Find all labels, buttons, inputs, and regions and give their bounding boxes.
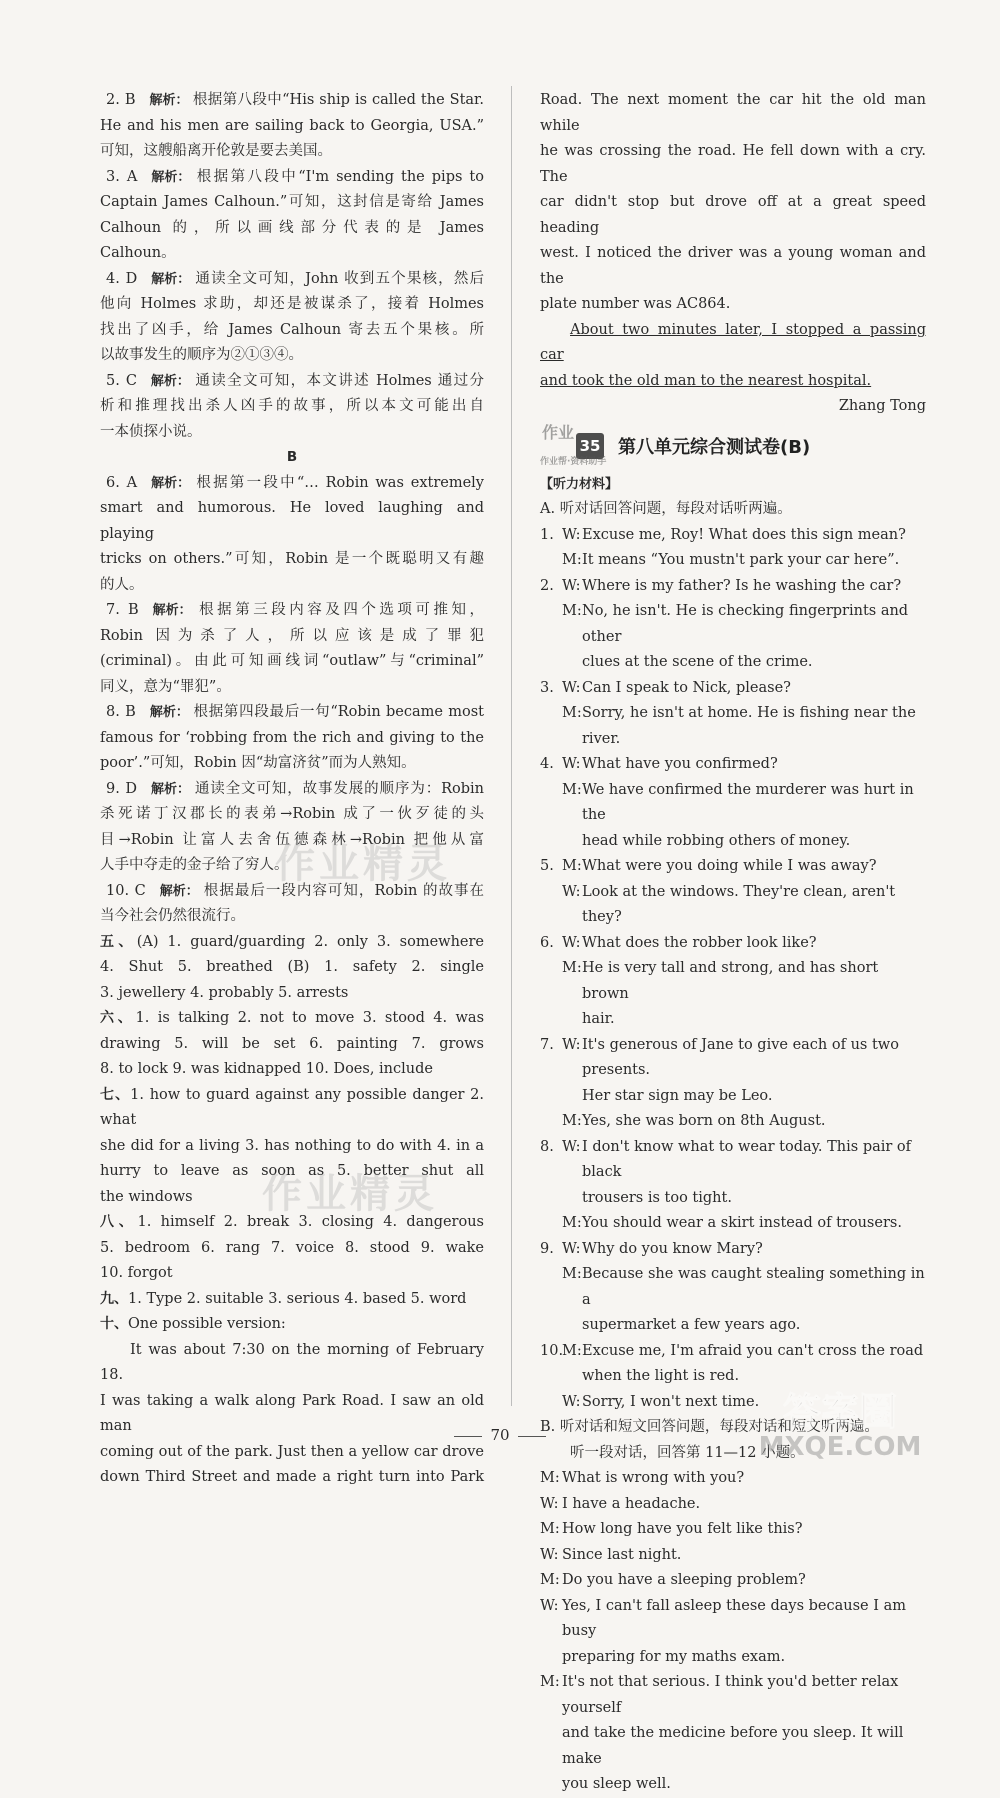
answer-line: Robin 因为杀了人，所以应该是成了罪犯 xyxy=(100,627,484,644)
dialogue-number: 9. xyxy=(540,1240,554,1257)
answer-number: 6. A xyxy=(106,474,138,491)
answer-number: 3. A xyxy=(106,168,138,185)
answer-text: 根据最后一段内容可知，Robin 的故事在 xyxy=(202,882,485,899)
conversation-text: preparing for my maths exam. xyxy=(562,1648,786,1665)
page-number: 70 xyxy=(0,1426,1000,1444)
answer-number: 10. C xyxy=(106,882,146,899)
conversation-line xyxy=(540,1543,926,1569)
dialogue-text: What were you doing while I was away? xyxy=(582,858,877,874)
dialogue-text: I don't know what to wear today. This pair of black xyxy=(582,1138,912,1180)
speaker-label xyxy=(562,1186,582,1212)
speaker-label xyxy=(562,1364,582,1390)
section-b-heading: B xyxy=(286,449,298,465)
answer-explanation-label: 解析： xyxy=(159,883,199,899)
answer-line: 找出了凶手，给 James Calhoun 寄去五个果核。所 xyxy=(100,321,484,338)
exercise-line: 4. Shut 5. breathed (B) 1. safety 2. single xyxy=(100,959,484,975)
dialogue-line xyxy=(540,956,926,1007)
answer-line xyxy=(100,598,484,624)
answer-line xyxy=(100,88,484,114)
column-divider xyxy=(511,86,512,1406)
speaker-label: M: xyxy=(562,781,582,798)
answer-number: 7. B xyxy=(106,602,139,618)
unit-title: 第八单元综合测试卷(B) xyxy=(618,436,811,458)
unit-badge: 35 xyxy=(576,433,604,459)
dialogue-text: when the light is red. xyxy=(582,1368,740,1384)
answer-item xyxy=(100,471,484,599)
answer-line: 以故事发生的顺序为②①③④。 xyxy=(100,347,303,363)
speaker-label xyxy=(562,829,582,855)
essay-line: and took the old man to the nearest hospital. xyxy=(540,372,872,389)
stamp-mark: 作业 xyxy=(542,422,575,442)
essay-line: west. I noticed the driver was a young woman and the xyxy=(540,245,926,287)
answer-item xyxy=(100,267,484,369)
conversation-text: Yes, I can't fall asleep these days because I am busy xyxy=(562,1597,906,1639)
speaker-label: W: xyxy=(540,1597,559,1614)
section-text: One possible version: xyxy=(128,1316,286,1332)
answer-explanation-label: 解析： xyxy=(152,603,192,618)
answer-text: 根据第四段最后一句“Robin became most xyxy=(192,704,484,720)
exercise-line: 3. jewellery 4. probably 5. arrests xyxy=(100,984,349,1001)
dialogue-line xyxy=(540,1339,926,1365)
speaker-label: M: xyxy=(540,1572,560,1588)
dialogue-line xyxy=(540,854,926,880)
exercise-line xyxy=(100,1287,484,1313)
answer-line xyxy=(100,700,484,726)
answer-number: 5. C xyxy=(106,372,137,389)
essay-line: he was crossing the road. He fell down with a cry. The xyxy=(540,143,926,185)
conversation-line xyxy=(540,1568,926,1594)
answer-line: Captain James Calhoun.”可知，这封信是寄给 James xyxy=(100,194,484,210)
dialogue-number: 1. xyxy=(540,526,554,543)
exercise-line: 10. forgot xyxy=(100,1265,173,1281)
exercise-line: drawing 5. will be set 6. painting 7. grows xyxy=(100,1035,484,1052)
essay-line: down Third Street and made a right turn into Park xyxy=(100,1469,484,1485)
answer-line: 他向 Holmes 求助，却还是被谋杀了，接着 Holmes xyxy=(100,296,484,312)
dialogue-line xyxy=(540,599,926,650)
dialogue-line xyxy=(540,1237,926,1263)
answer-text: 根据第三段内容及四个选项可推知， xyxy=(195,602,484,618)
section-number: 五、 xyxy=(100,933,137,950)
speaker-label: M: xyxy=(562,1266,582,1282)
answer-line: 析和推理找出杀人凶手的故事，所以本文可能出自 xyxy=(100,398,484,414)
answer-line: Calhoun。 xyxy=(100,245,176,261)
speaker-label: M: xyxy=(562,1215,582,1231)
dialogue-number xyxy=(540,599,562,650)
section-text: (A) 1. guard/guarding 2. only 3. somewhere xyxy=(136,933,485,950)
essay-line: coming out of the park. Just then a yellow car drove xyxy=(100,1443,484,1460)
dialogue-number xyxy=(540,1364,562,1390)
dialogue-text: head while robbing others of money. xyxy=(582,832,851,849)
svg-text:答案圈: 答案圈 xyxy=(782,1390,898,1434)
answer-item xyxy=(100,88,484,165)
speaker-label xyxy=(562,1313,582,1339)
dialogue-text: Because she was caught stealing something in a xyxy=(582,1266,925,1308)
speaker-label xyxy=(540,1772,562,1798)
speaker-label: W: xyxy=(540,1546,559,1563)
speaker-label: M: xyxy=(562,552,582,568)
dialogue-line xyxy=(540,1007,926,1033)
section-number: 八、 xyxy=(100,1214,138,1230)
dialogue-text: We have confirmed the murderer was hurt in the xyxy=(582,781,914,823)
dialogue-text: Where is my father? Is he washing the car? xyxy=(582,577,902,594)
answer-item xyxy=(100,369,484,446)
answer-line: 杀死诺丁汉郡长的表弟→Robin 成了一伙歹徒的头 xyxy=(100,806,484,822)
speaker-label: W: xyxy=(562,1138,581,1155)
conversation-line xyxy=(540,1670,926,1721)
answer-explanation-label: 解析： xyxy=(151,475,191,491)
answer-line: He and his men are sailing back to Georgia, USA.” xyxy=(100,117,484,134)
speaker-label: W: xyxy=(562,1240,581,1257)
exercise-line xyxy=(100,1083,484,1134)
part-b-intro: B. 听对话和短文回答问题，每段对话和短文听两遍。 xyxy=(540,1419,879,1435)
conversation-line xyxy=(540,1466,926,1492)
answer-line xyxy=(100,369,484,395)
essay-line: car didn't stop but drove off at a great speed heading xyxy=(540,194,926,236)
answer-explanation-label: 解析： xyxy=(150,781,190,797)
dialogue-number: 7. xyxy=(540,1036,554,1053)
dialogue-line xyxy=(540,752,926,778)
conversation-text: and take the medicine before you sleep. It will make xyxy=(562,1725,904,1767)
answer-item xyxy=(100,879,484,930)
speaker-label: W: xyxy=(562,577,581,594)
dialogue-number: 3. xyxy=(540,679,554,696)
dialogue-number: 8. xyxy=(540,1138,554,1155)
dialogue-text: Excuse me, Roy! What does this sign mean? xyxy=(582,526,906,543)
speaker-label: W: xyxy=(562,756,581,772)
answer-line: 同义，意为“罪犯”。 xyxy=(100,678,231,695)
dialogue-number xyxy=(540,1084,562,1110)
part-b-subtitle: 听一段对话，回答第 11—12 小题。 xyxy=(570,1444,805,1461)
dialogue-text: He is very tall and strong, and has short brown xyxy=(582,960,879,1002)
answer-line: smart and humorous. He loved laughing and playing xyxy=(100,500,484,542)
dialogue-number xyxy=(540,1211,562,1237)
dialogue-number: 4. xyxy=(540,756,554,772)
answer-text: 根据第八段中“I'm sending the pips to xyxy=(194,168,484,185)
listening-label: 【听力材料】 xyxy=(540,476,619,492)
dialogue-line xyxy=(540,1186,926,1212)
dialogue-number: 2. xyxy=(540,577,554,594)
dialogue-number xyxy=(540,1109,562,1135)
exercise-line xyxy=(100,1006,484,1032)
answer-explanation-label: 解析： xyxy=(151,271,191,287)
speaker-label xyxy=(540,1645,562,1671)
speaker-label: W: xyxy=(562,1036,581,1053)
speaker-label: W: xyxy=(562,934,581,951)
dialogue-number xyxy=(540,701,562,752)
answer-text: 根据第一段中“… Robin was extremely xyxy=(194,474,485,491)
dialogue-number xyxy=(540,956,562,1007)
answer-line xyxy=(100,165,484,191)
dialogue-line xyxy=(540,1135,926,1186)
answer-line: 当今社会仍然很流行。 xyxy=(100,908,245,924)
exercise-line xyxy=(100,1210,484,1236)
answer-number: 8. B xyxy=(106,704,136,720)
answer-item xyxy=(100,777,484,879)
exercise-line: 8. to lock 9. was kidnapped 10. Does, include xyxy=(100,1061,433,1077)
answer-line xyxy=(100,879,484,905)
stamp-mark: 作业帮·资料助手 xyxy=(540,456,607,467)
dialogue-text: Look at the windows. They're clean, aren't they? xyxy=(582,883,896,925)
speaker-label: M: xyxy=(562,1342,582,1359)
answer-text: 根据第八段中“His ship is called the Star. xyxy=(192,92,484,108)
part-a-intro: A. 听对话回答问题，每段对话听两遍。 xyxy=(540,501,792,517)
dialogue-line xyxy=(540,574,926,600)
dialogue-number xyxy=(540,778,562,829)
dialogue-text: It's generous of Jane to give each of us two presents. xyxy=(582,1036,899,1078)
unit-title-row xyxy=(540,424,926,468)
answer-text: 通读全文可知，John 收到五个果核，然后 xyxy=(194,270,485,287)
answer-line: tricks on others.”可知，Robin 是一个既聪明又有趣 xyxy=(100,551,484,567)
dialogue-text: It means “You mustn't park your car here”. xyxy=(582,552,900,568)
speaker-label: W: xyxy=(562,526,581,543)
answer-text: 通读全文可知，本文讲述 Holmes 通过分 xyxy=(193,372,484,389)
answer-line: Calhoun 的，所以画线部分代表的是 James xyxy=(100,219,484,236)
speaker-label xyxy=(540,1721,562,1772)
answer-line xyxy=(100,471,484,497)
speaker-label: M: xyxy=(562,858,582,874)
section-number: 十、 xyxy=(100,1316,128,1332)
conversation-text: you sleep well. xyxy=(562,1776,671,1792)
answer-line: (criminal)。由此可知画线词“outlaw”与“criminal” xyxy=(100,653,484,669)
speaker-label: M: xyxy=(540,1521,560,1537)
answer-text: 通读全文可知，故事发展的顺序为：Robin xyxy=(193,780,484,797)
conversation-text: It's not that serious. I think you'd better relax yourself xyxy=(562,1674,899,1716)
section-text: 1. is talking 2. not to move 3. stood 4. was xyxy=(135,1010,485,1026)
exercise-line: hurry to leave as soon as 5. better shut all xyxy=(100,1163,484,1179)
dialogue-text: Sorry, I won't next time. xyxy=(582,1393,760,1410)
answer-line xyxy=(100,267,484,293)
dialogue-line xyxy=(540,1033,926,1084)
conversation-text: Since last night. xyxy=(562,1546,682,1563)
section-text: 1. himself 2. break 3. closing 4. dangerous xyxy=(137,1214,484,1230)
section-number: 七、 xyxy=(100,1086,131,1103)
exercise-line xyxy=(100,930,484,956)
conversation-line xyxy=(540,1517,926,1543)
speaker-label: W: xyxy=(540,1495,559,1512)
answer-line: 的人。 xyxy=(100,576,144,593)
essay-line: About two minutes later, I stopped a passing car xyxy=(540,321,926,363)
dialogue-text: Her star sign may be Leo. xyxy=(582,1087,773,1104)
conversation-line xyxy=(540,1772,926,1798)
conversation-text: I have a headache. xyxy=(562,1495,701,1512)
conversation-line xyxy=(540,1594,926,1645)
answer-line: 一本侦探小说。 xyxy=(100,423,202,440)
dialogue-line xyxy=(540,650,926,676)
answer-explanation-label: 解析： xyxy=(149,93,189,108)
dialogue-number xyxy=(540,650,562,676)
section-number: 九、 xyxy=(100,1290,128,1307)
dialogue-line xyxy=(540,701,926,752)
conversation-line xyxy=(540,1645,926,1671)
dialogue-line xyxy=(540,523,926,549)
dialogue-number xyxy=(540,1007,562,1033)
answer-item xyxy=(100,165,484,267)
answer-number: 2. B xyxy=(106,92,136,108)
dialogue-number xyxy=(540,1390,562,1416)
dialogue-number xyxy=(540,829,562,855)
answer-item xyxy=(100,598,484,700)
section-number: 六、 xyxy=(100,1010,136,1026)
section-text: 1. Type 2. suitable 3. serious 4. based 5. word xyxy=(128,1290,467,1307)
answer-explanation-label: 解析： xyxy=(151,169,191,185)
dialogue-text: trousers is too tight. xyxy=(582,1189,732,1206)
dialogue-line xyxy=(540,931,926,957)
essay-signature: Zhang Tong xyxy=(838,398,926,414)
speaker-label: M: xyxy=(562,705,582,721)
conversation-text: How long have you felt like this? xyxy=(562,1521,803,1537)
dialogue-number: 6. xyxy=(540,934,554,951)
essay-line: Road. The next moment the car hit the old man while xyxy=(540,92,926,134)
answer-number: 9. D xyxy=(106,780,137,797)
section-text: 1. how to guard against any possible danger 2. what xyxy=(100,1086,484,1128)
dialogue-text: Yes, she was born on 8th August. xyxy=(582,1113,826,1129)
answer-number: 4. D xyxy=(106,270,138,287)
answer-line xyxy=(100,777,484,803)
speaker-label: W: xyxy=(562,883,581,900)
conversation-text: What is wrong with you? xyxy=(562,1470,745,1486)
right-column xyxy=(540,88,926,1798)
dialogue-number xyxy=(540,880,562,931)
speaker-label: M: xyxy=(562,1113,582,1129)
dialogue-text: What have you confirmed? xyxy=(582,756,778,772)
speaker-label: M: xyxy=(540,1674,560,1690)
dialogue-text: Why do you know Mary? xyxy=(582,1240,763,1257)
exercise-line: the windows xyxy=(100,1188,193,1205)
answer-item xyxy=(100,700,484,777)
dialogue-line xyxy=(540,1084,926,1110)
dialogue-number xyxy=(540,1186,562,1212)
dialogue-line xyxy=(540,1109,926,1135)
answer-explanation-label: 解析： xyxy=(150,373,190,389)
dialogue-line xyxy=(540,1262,926,1313)
speaker-label xyxy=(562,1007,582,1033)
dialogue-text: clues at the scene of the crime. xyxy=(582,654,813,670)
dialogue-line xyxy=(540,880,926,931)
exercise-line: she did for a living 3. has nothing to do with 4. in a xyxy=(100,1137,484,1154)
watermark: 作业精灵 xyxy=(275,841,451,887)
dialogue-text: hair. xyxy=(582,1011,615,1027)
dialogue-number: 5. xyxy=(540,858,554,874)
watermark: 作业精灵 xyxy=(262,1171,438,1217)
dialogue-text: What does the robber look like? xyxy=(582,934,817,951)
essay-line: plate number was AC864. xyxy=(540,296,731,312)
speaker-label xyxy=(562,1084,582,1110)
exercise-line: 5. bedroom 6. rang 7. voice 8. stood 9. wake xyxy=(100,1239,484,1256)
conversation-line xyxy=(540,1721,926,1772)
dialogue-text: You should wear a skirt instead of trousers. xyxy=(582,1215,902,1231)
speaker-label: M: xyxy=(540,1470,560,1486)
speaker-label: W: xyxy=(562,679,581,696)
answer-line: 人手中夺走的金子给了穷人。 xyxy=(100,857,289,873)
dialogue-line xyxy=(540,1211,926,1237)
dialogue-number xyxy=(540,1313,562,1339)
essay-line: It was about 7:30 on the morning of February 18. xyxy=(100,1341,484,1383)
dialogue-text: Excuse me, I'm afraid you can't cross the road xyxy=(582,1342,924,1359)
conversation-line xyxy=(540,1492,926,1518)
site-logo xyxy=(710,1381,970,1461)
dialogue-text: supermarket a few years ago. xyxy=(582,1317,801,1333)
answer-line: poor’.”可知，Robin 因“劫富济贫”而为人熟知。 xyxy=(100,755,416,771)
answer-explanation-label: 解析： xyxy=(149,705,189,720)
dialogue-line xyxy=(540,676,926,702)
dialogue-line xyxy=(540,778,926,829)
dialogue-number: 10. xyxy=(540,1342,564,1359)
dialogue-text: Sorry, he isn't at home. He is fishing near the river. xyxy=(582,705,916,747)
dialogue-number xyxy=(540,1262,562,1313)
speaker-label: M: xyxy=(562,603,582,619)
speaker-label xyxy=(562,650,582,676)
answer-line: 目→Robin 让富人去舍伍德森林→Robin 把他从富 xyxy=(100,831,484,848)
svg-text:MXQE.COM: MXQE.COM xyxy=(758,1432,922,1461)
answer-line: 可知，这艘船离开伦敦是要去美国。 xyxy=(100,143,332,159)
dialogue-line xyxy=(540,548,926,574)
dialogue-line xyxy=(540,1313,926,1339)
left-column xyxy=(100,88,484,1491)
dialogue-text: No, he isn't. He is checking fingerprints and other xyxy=(582,603,909,645)
speaker-label: M: xyxy=(562,960,582,976)
dialogue-text: Can I speak to Nick, please? xyxy=(582,679,791,696)
dialogue-number xyxy=(540,548,562,574)
essay-line: I was taking a walk along Park Road. I saw an old man xyxy=(100,1392,484,1434)
speaker-label: W: xyxy=(562,1393,581,1410)
exercise-line xyxy=(100,1312,484,1338)
dialogue-line xyxy=(540,829,926,855)
conversation-text: Do you have a sleeping problem? xyxy=(562,1572,806,1588)
answer-line: famous for ‘robbing from the rich and giving to the xyxy=(100,729,484,746)
